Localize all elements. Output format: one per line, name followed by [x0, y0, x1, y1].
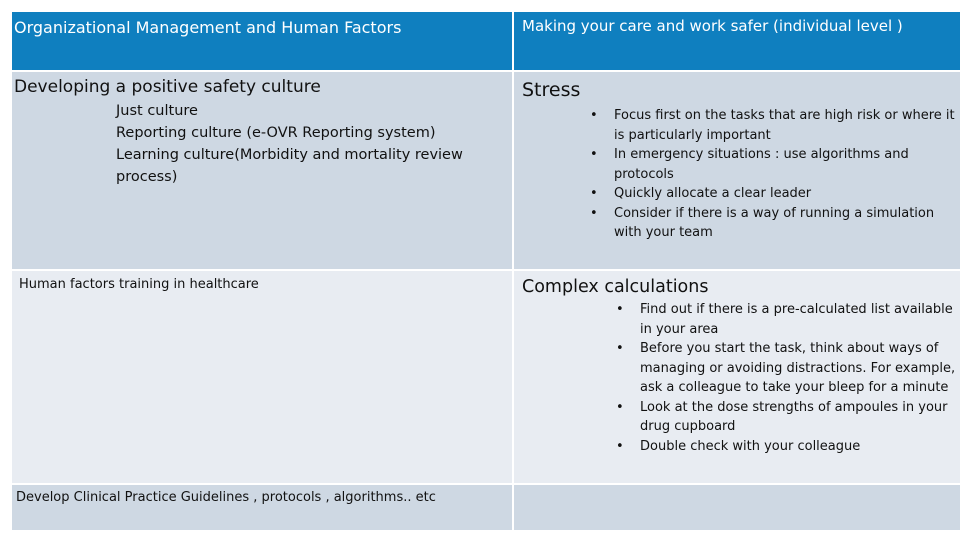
calculations-cell	[514, 271, 960, 483]
list-item: • Consider if there is a way of running a simulation with your team	[590, 204, 958, 243]
list-item: • Before you start the task, think about ways of managing or avoiding distractions. For example, ask a colleague to take your bleep for a minute	[616, 339, 958, 398]
calculations-list	[616, 300, 958, 456]
stress-list	[590, 106, 958, 243]
list-item: • Focus first on the tasks that are high risk or where it is particularly important	[590, 106, 958, 145]
guidelines-title: Develop Clinical Practice Guidelines , protocols , algorithms.. etc	[16, 490, 436, 505]
calculations-title: Complex calculations	[522, 277, 709, 297]
safety-culture-title: Developing a positive safety culture	[14, 77, 321, 97]
list-item: • Quickly allocate a clear leader	[590, 184, 958, 204]
list-item: Just culture	[116, 103, 198, 119]
list-item: • Find out if there is a pre-calculated list available in your area	[616, 300, 958, 339]
safety-culture-list	[116, 100, 496, 188]
stress-title: Stress	[522, 79, 581, 101]
empty-cell	[514, 485, 960, 530]
safety-culture-cell	[12, 72, 512, 269]
header-right	[514, 12, 960, 70]
list-item: • In emergency situations : use algorithms and protocols	[590, 145, 958, 184]
header-left-title: Organizational Management and Human Factors	[14, 18, 402, 37]
list-item: • Double check with your colleague	[616, 437, 958, 457]
list-item: • Look at the dose strengths of ampoules in your drug cupboard	[616, 398, 958, 437]
list-item: Reporting culture (e-OVR Reporting system)	[116, 125, 436, 141]
stress-cell	[514, 72, 960, 269]
human-factors-title: Human factors training in healthcare	[19, 277, 259, 292]
guidelines-cell	[12, 485, 512, 530]
header-right-title: Making your care and work safer (individual level )	[522, 17, 903, 35]
header-left	[12, 12, 512, 70]
list-item: Learning culture(Morbidity and mortality review process)	[116, 147, 463, 185]
human-factors-cell	[12, 271, 512, 483]
